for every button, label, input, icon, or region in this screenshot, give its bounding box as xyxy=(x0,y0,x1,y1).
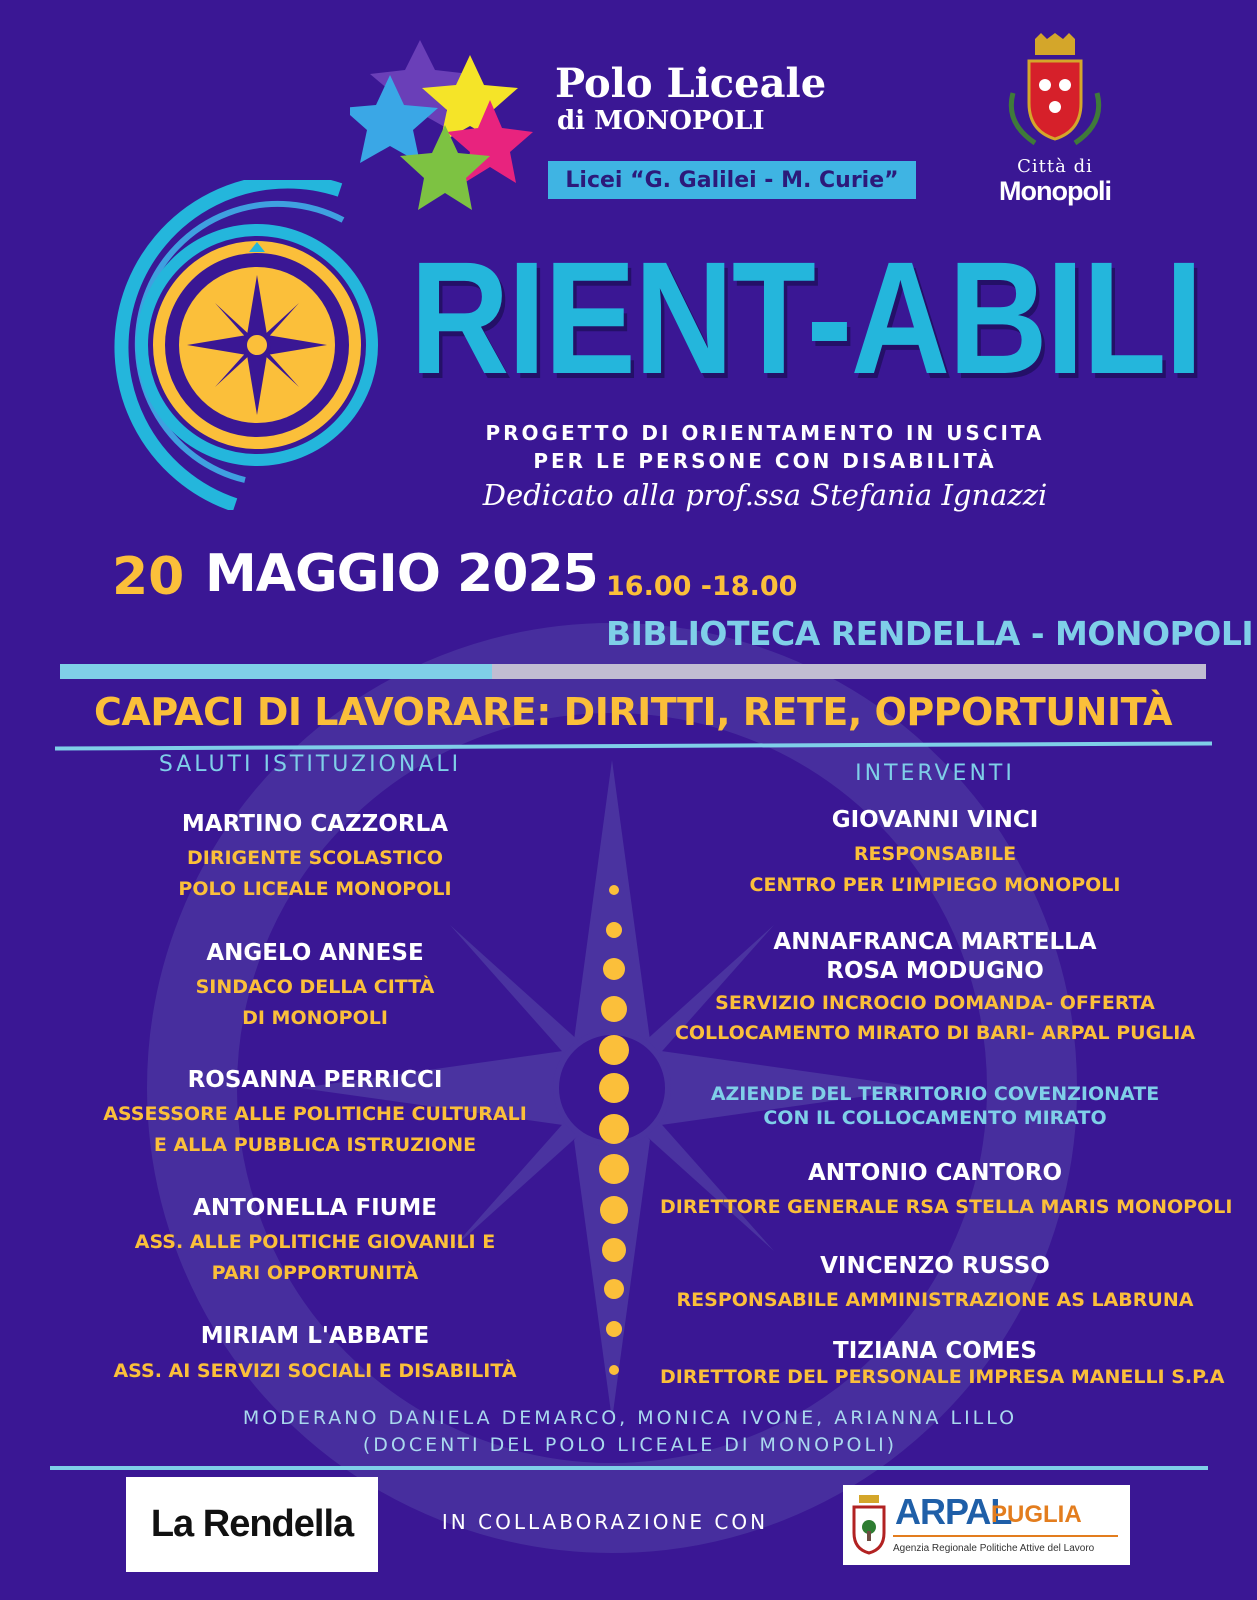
la-rendella-text: La Rendella xyxy=(150,1503,354,1545)
subtitle-line-2: PER LE PERSONE CON DISABILITÀ xyxy=(533,449,997,473)
subtitle-line-1: PROGETTO DI ORIENTAMENTO IN USCITA xyxy=(485,421,1045,445)
city-prefix: Città di xyxy=(1017,156,1093,177)
divider-bar-grey xyxy=(492,664,1206,679)
aziende-line-2: CON IL COLLOCAMENTO MIRATO xyxy=(763,1107,1107,1129)
saluti-role-4b: PARI OPPORTUNITÀ xyxy=(211,1262,419,1284)
saluti-role-2b: DI MONOPOLI xyxy=(242,1007,388,1029)
saluti-name-2: ANGELO ANNESE xyxy=(206,940,424,966)
interventi-name-1: GIOVANNI VINCI xyxy=(831,807,1039,833)
arpal-region-text: PUGLIA xyxy=(991,1501,1082,1528)
interventi-name-5: TIZIANA COMES xyxy=(833,1338,1037,1364)
interventi-role-3a: DIRETTORE GENERALE RSA STELLA MARIS MONOPOLI xyxy=(660,1196,1233,1218)
saluti-role-3a: ASSESSORE ALLE POLITICHE CULTURALI xyxy=(103,1103,527,1125)
school-name: Polo Liceale xyxy=(555,60,827,107)
collaboration-text: IN COLLABORAZIONE CON xyxy=(441,1510,769,1534)
interventi-name-2a: ANNAFRANCA MARTELLA xyxy=(773,929,1097,955)
event-time: 16.00 -18.00 xyxy=(606,571,798,602)
interventi-name-4: VINCENZO RUSSO xyxy=(820,1253,1050,1279)
la-rendella-logo xyxy=(126,1477,378,1572)
interventi-role-1b: CENTRO PER L’IMPIEGO MONOPOLI xyxy=(749,874,1121,896)
divider-bar-blue xyxy=(60,664,492,679)
puglia-crest-icon xyxy=(851,1495,887,1555)
city-crest-icon xyxy=(1005,33,1105,153)
moderators-note: (DOCENTI DEL POLO LICEALE DI MONOPOLI) xyxy=(362,1434,898,1456)
saluti-role-3b: E ALLA PUBBLICA ISTRUZIONE xyxy=(153,1134,477,1156)
city-name: Monopoli xyxy=(999,176,1111,206)
interventi-role-2b: COLLOCAMENTO MIRATO DI BARI- ARPAL PUGLIA xyxy=(674,1022,1196,1044)
arpal-main-text: ARPAL xyxy=(895,1491,1012,1532)
saluti-role-4a: ASS. ALLE POLITICHE GIOVANILI E xyxy=(134,1231,496,1253)
saluti-name-4: ANTONELLA FIUME xyxy=(193,1195,437,1221)
saluti-name-5: MIRIAM L'ABBATE xyxy=(200,1323,430,1349)
saluti-name-3: ROSANNA PERRICCI xyxy=(187,1067,443,1093)
interventi-role-1a: RESPONSABILE xyxy=(853,843,1017,865)
licei-badge: Licei “G. Galilei - M. Curie” xyxy=(548,161,916,199)
saluti-role-5a: ASS. AI SERVIZI SOCIALI E DISABILITÀ xyxy=(113,1360,517,1382)
interventi-role-4a: RESPONSABILE AMMINISTRAZIONE AS LABRUNA xyxy=(676,1289,1194,1311)
dedication: Dedicato alla prof.ssa Stefania Ignazzi xyxy=(482,478,1048,512)
interventi-role-5a: DIRETTORE DEL PERSONALE IMPRESA MANELLI S.P.A xyxy=(660,1366,1225,1388)
saluti-name-1: MARTINO CAZZORLA xyxy=(181,811,449,837)
timeline-dots xyxy=(585,875,645,1385)
arpal-divider xyxy=(893,1535,1118,1537)
event-month-year: MAGGIO 2025 xyxy=(205,544,598,604)
event-venue: BIBLIOTECA RENDELLA - MONOPOLI xyxy=(606,614,1254,653)
saluti-role-1a: DIRIGENTE SCOLASTICO xyxy=(187,847,443,869)
saluti-role-1b: POLO LICEALE MONOPOLI xyxy=(178,878,452,900)
interventi-name-2b: ROSA MODUGNO xyxy=(826,958,1044,984)
interventi-heading: INTERVENTI xyxy=(855,761,1015,786)
saluti-role-2a: SINDACO DELLA CITTÀ xyxy=(195,976,435,998)
arpal-subtitle: Agenzia Regionale Politiche Attive del Lavoro xyxy=(893,1543,1095,1554)
saluti-heading: SALUTI ISTITUZIONALI xyxy=(158,752,462,777)
moderators: MODERANO DANIELA DEMARCO, MONICA IVONE, ARIANNA LILLO xyxy=(242,1407,1018,1429)
event-theme: CAPACI DI LAVORARE: DIRITTI, RETE, OPPORTUNITÀ xyxy=(94,690,1172,734)
divider-line-bottom xyxy=(50,1466,1208,1470)
interventi-role-2a: SERVIZIO INCROCIO DOMANDA- OFFERTA xyxy=(715,992,1155,1014)
school-city: di MONOPOLI xyxy=(557,106,765,136)
arpal-puglia-logo xyxy=(843,1485,1130,1565)
aziende-line-1: AZIENDE DEL TERRITORIO COVENZIONATE xyxy=(710,1083,1160,1105)
interventi-name-3: ANTONIO CANTORO xyxy=(807,1160,1063,1186)
event-title: RIENT-ABILI xyxy=(410,228,1202,407)
event-day: 20 xyxy=(112,547,185,607)
